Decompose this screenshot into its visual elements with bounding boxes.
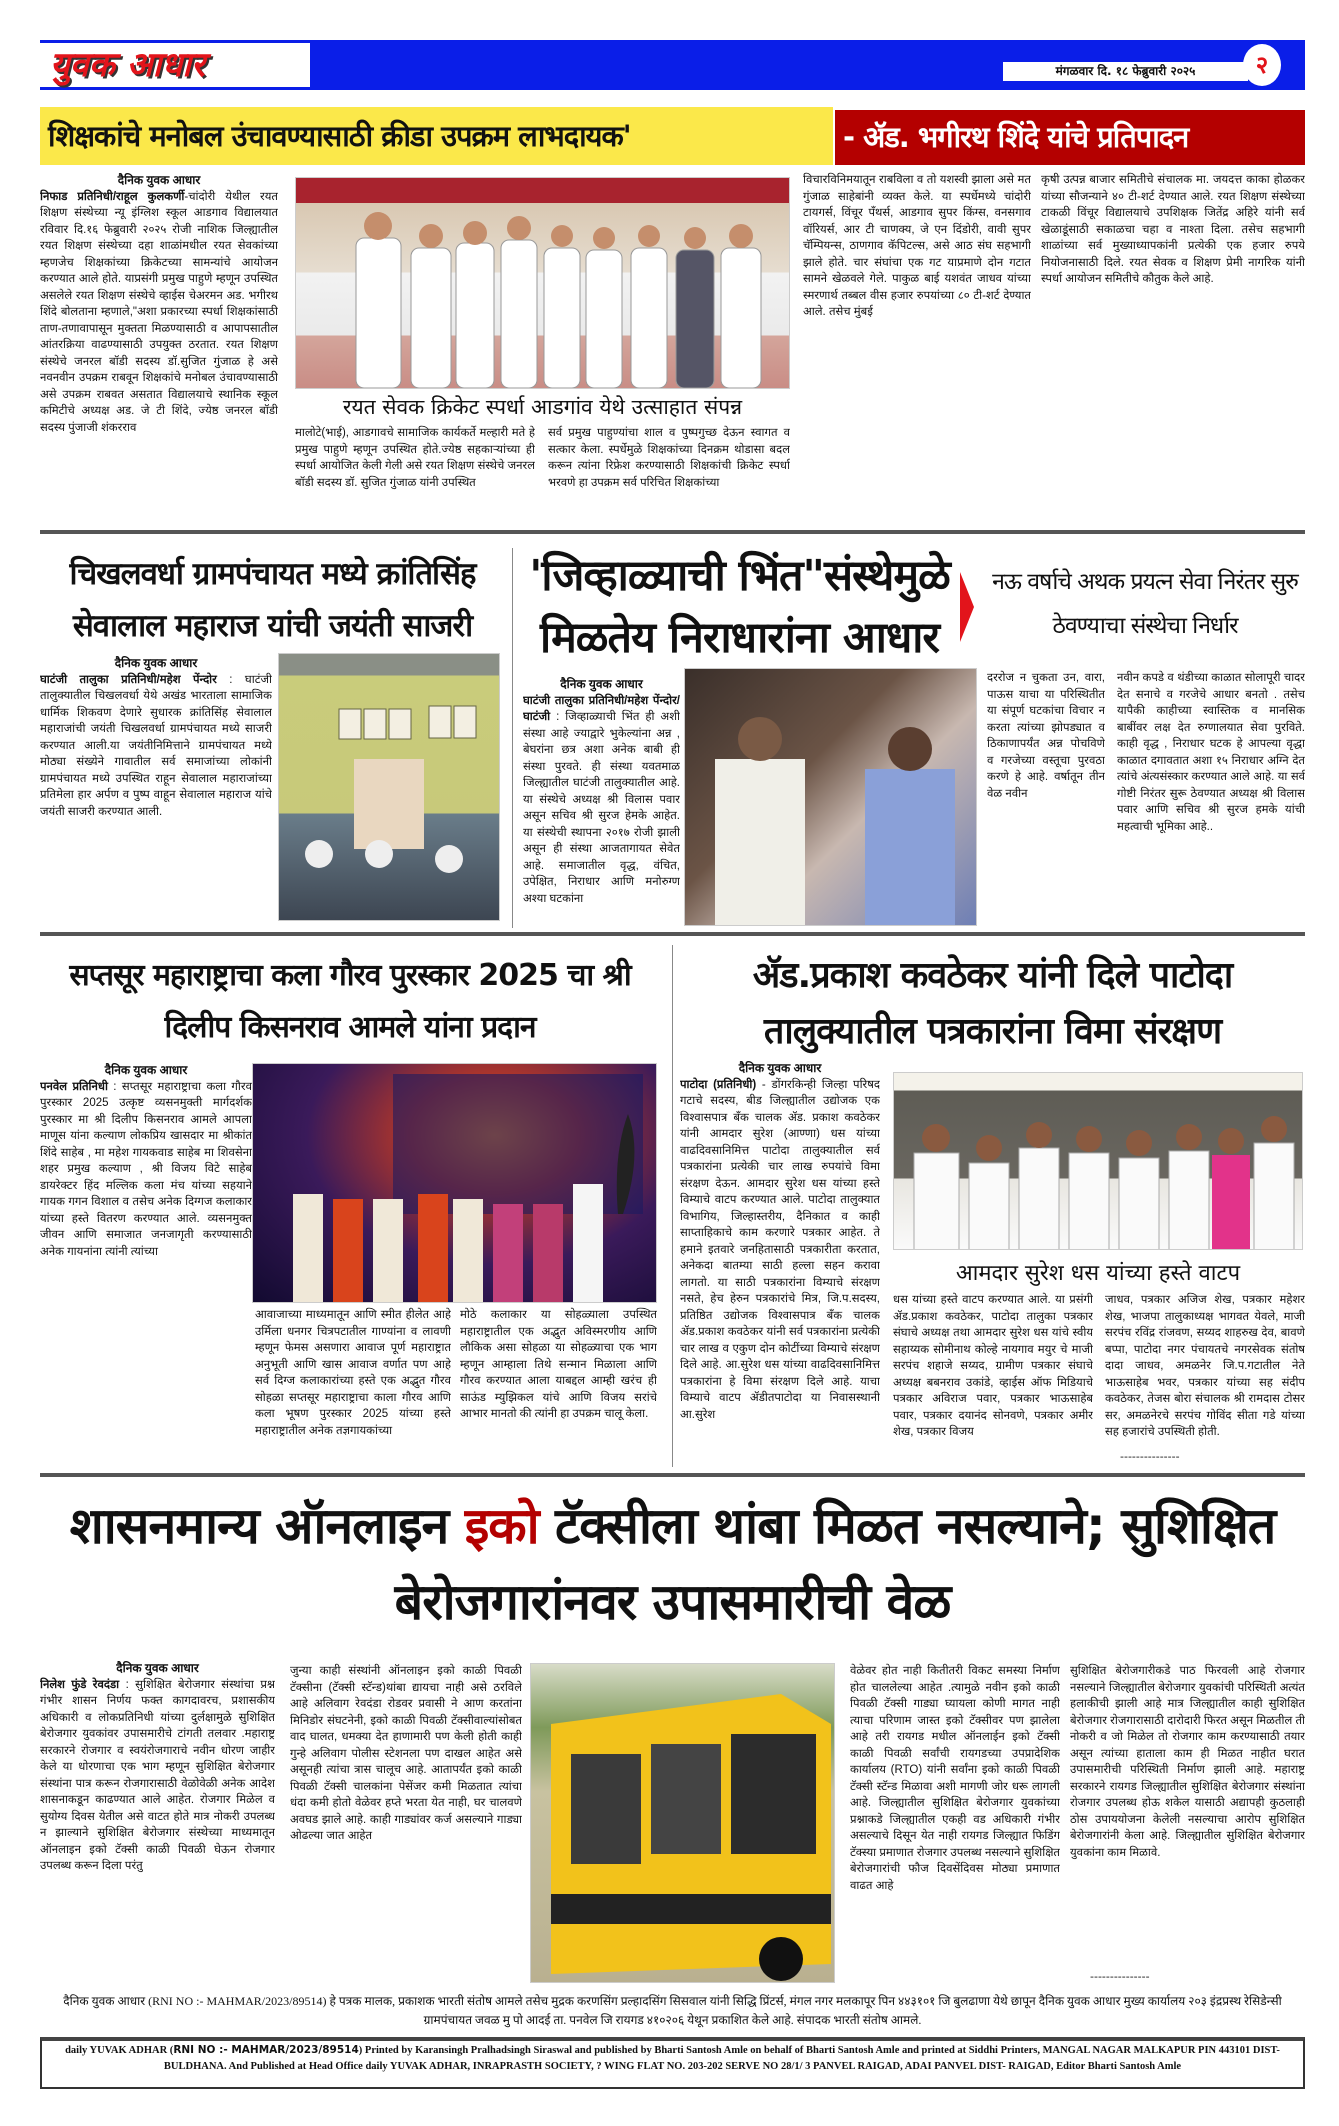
news-source: दैनिक युवक आधार (560, 677, 643, 691)
byline: घाटंजी तालुका प्रतिनिधी/महेश पेंन्दोर (40, 673, 217, 686)
story3-column-2: दररोज न चुकता उन, वारा, पाऊस याचा या परिस्थितीत या संपूर्ण घटकांचा विचार न करता त्यांच्या झोपड्यात व ठिकाणापर्यंत अन्न पोचविणे व गरजेच्या वस्तूचा पुरवठा करणे हे आहे. वर्षातून तीन वेळ नवीन (987, 672, 1105, 800)
page-number: २ (1243, 44, 1281, 86)
group-figures (894, 1073, 1303, 1250)
news-source: दैनिक युवक आधार (114, 656, 198, 670)
story4-column-1 (40, 1062, 252, 1467)
story6-end-mark: --------------- (1090, 1970, 1150, 1983)
cricket-team-photo (295, 177, 790, 389)
jayanti-event-photo (278, 653, 500, 921)
newspaper-logo: युवक आधार (40, 43, 310, 87)
story5-column-1 (680, 1060, 880, 1465)
byline: पाटोदा (प्रतिनिधी) (680, 1078, 757, 1091)
lead-headline-tail: - ॲड. भगीरथ शिंदे यांचे प्रतिपादन (835, 110, 1305, 165)
portraits (279, 654, 500, 921)
section-divider (40, 1473, 1305, 1477)
imprint-text: daily YUVAK ADHAR ( (65, 2045, 174, 2056)
story5-column-3: जाधव, पत्रकार अजिज शेख, पत्रकार महेशर शेख, भाजपा तालुकाध्यक्ष भागवत येवले, माजी सरपंच रविंद्र रांजवण, सय्यद शाहरुख देव, बावणे बप्पा, पाटोदा नगर पंचायतचे नगरसेवक संतोष दादा जाधव, अमळनेर जि.प.गटातील नेते भाऊसाहेब भवर, पत्रकार यांच्या सह संदीप कवठेकर, तेजस बोरा संचालक श्री रामदास टोसर सर, अमळनेरचे सरपंच गोविंद सीता गडे यांच्या सह हजारांचे उपस्थिती होती. (1105, 1294, 1305, 1438)
story6-column-3: वेळेवर होत नाही कितीतरी विकट समस्या निर्माण होत चाललेल्या आहेत .त्यामुळे नवीन इको काळी पिवळी टॅक्सी गाड्या घ्यायला कोणी मागत नाही त्याचा परिणाम जास्त इको टॅक्सीवर पण झालेला आहे तरी रायगड मधील ऑनलाईन इको टॅक्सी काळी पिवळी सर्वांची रायगडच्या उपप्रादेशिक कार्यालय (RTO) यांनी सर्वांना इको काळी पिवळी टॅक्सी स्टॅन्ड मिळावा अशी मागणी जोर धरू लागली आहे. जिल्ह्यातील सुशिक्षित बेरोजगार युवकांच्या प्रश्नाकडे जिल्ह्यातील एकही वड अधिकारी गंभीर असल्याचे दिसून येत नाही रायगड जिल्ह्यात फिडिंग टॅक्स्या प्रमाणात रोजगार उपलब्ध नसल्याने सुशिक्षित बेरोजगारांची फौज दिवसेंदिवस मोठ्या प्रमाणात वाढत आहे (850, 1665, 1060, 1892)
story5-photo-caption: आमदार सुरेश धस यांच्या हस्ते वाटप (955, 1261, 1241, 1286)
story4-column-2: आवाजाच्या माध्यमातून आणि स्मीत हीलेत आहे उर्मिला धनगर चित्रपटातील गाण्यांना व लावणी म्हणून फेमस असणारा आवाज पूर्ण महाराष्ट्रात अनुभूती आणि खास आवाज वर्णात पण आहे सर्व दिग्ज कलाकारांच्या हस्ते एक अद्भुत गौरव सोहळा सप्तसूर महाराष्ट्राचा काला गौरव आणि कला भूषण पुरस्कार 2025 यांच्या हस्ते महाराष्ट्रातील अनेक तज्ञगायकांच्या (255, 1309, 451, 1437)
body-text: : जिव्हाळ्याची भिंत ही अशी संस्था आहे ज्याद्वारे भुकेल्यांना अन्न , बेघरांना छत्र अशा अनेक बाबी ही संस्था पुरवते. ही संस्था यवतमाळ जिल्ह्यातील घाटंजी तालुक्यातील आहे. या संस्थेचे अध्यक्ष श्री विलास पवार असून सचिव श्री सुरज हेमके आहेत. या संस्थेची स्थापना २०१७ रोजी झाली असून ही संस्था आजतागायत सेवेत आहे. समाजातील वृद्ध, वंचित, उपेक्षित, निराधार आणि मनोरुग्ण अश्या घटकांना (523, 711, 680, 905)
story2-body (40, 655, 272, 927)
byline: पनवेल प्रतिनिधी (40, 1080, 108, 1093)
story3-headline: 'जिव्हाळ्याची भिंत"संस्थेमुळे मिळतेय निराधारांना आधार (529, 551, 950, 663)
body-text: : सुशिक्षित बेरोजगार संस्थांचा प्रश्न गंभीर शासन निर्णय फक्त कागदावरच, प्रशासकीय अधिकारी व लोकप्रतिनिधी यांच्या दुर्लक्षामुळे सुशिक्षित बेरोजगार युवकांवर उपासमारीचे टांगती तलवार .महाराष्ट्र सरकारने रोजगार व स्वयंरोजगाराचे नवीन धोरण जाहीर केले या धोरणाचा एक भाग म्हणून सुशिक्षित बेरोजगार संस्थांना पात्र करून रोजगारासाठी वेळोवेळी अनेक आदेश शासनाकडून काढण्यात आले आहेत. रोजगार मिळेल व सुयोग्य दिवस येतील असे वाटत होते मात्र नोकरी उपलब्ध न झाल्याने सुशिक्षित बेरोजगार संस्थेच्या माध्यमातून ऑनलाइन इको टॅक्सी काळी पिवळी घेऊन रोजगार उपलब्ध करून दिला परंतु (40, 1678, 275, 1872)
byline: निलेश फुंडे रेवदंडा (40, 1678, 120, 1691)
lead-photo-caption: रयत सेवक क्रिकेट स्पर्धा आडगांव येथे उत्साहात संपन्न (342, 395, 743, 419)
story3-subheadline: नऊ वर्षाचे अथक प्रयत्न सेवा निरंतर सुरु ठेवण्याचा संस्थेचा निर्धार (992, 569, 1298, 639)
players-silhouettes (296, 178, 790, 389)
eco-taxi-photo (530, 1663, 835, 1983)
red-arrow-icon (960, 572, 974, 642)
lead-column-3: सर्व प्रमुख पाहुण्यांचा शाल व पुष्पगुच्छ देऊन स्वागत व सत्कार केला. स्पर्धेमुळे शिक्षकांच्या दिनक्रम थोडासा बदल करून त्यांना रिफ्रेश करण्यासाठी शिक्षकांची क्रिकेट स्पर्धा भरवणे हा उपक्रम सर्व परिचित शिक्षकांच्या (548, 427, 790, 489)
news-source: दैनिक युवक आधार (104, 1063, 188, 1077)
story3-column-3: नवीन कपडे व थंडीच्या काळात सोलापूरी चादर देत सनाचे व गरजेचे आधार बनतो . तसेच यापैकी काहीच्या स्वास्तिक व मानसिक बाबींवर लक्ष देत रुग्णालयात सेवा पुरविते. काही वृद्ध , निराधार घटक हे आपल्या वृद्धा काळात दगावतात अशा १५ निराधार अग्नि देत त्यांचे अंत्यसंस्कार करण्यात आले आहे. या सर्व गोष्टी निरंतर सुरू ठेवण्यात अध्यक्ष श्री विलास पवार आणि सचिव श्री सुरज हमके यांची महत्वाची भूमिका आहे.. (1117, 672, 1305, 833)
story5-headline: ॲड.प्रकाश कवठेकर यांनी दिले पाटोदा तालुक्यातील पत्रकारांना विमा संरक्षण (752, 955, 1233, 1052)
column-divider (512, 548, 513, 928)
taxi-van (531, 1664, 835, 1983)
column-divider (672, 945, 673, 1467)
rni-number: RNI NO :- MAHMAR/2023/89514 (173, 2044, 359, 2056)
story4-headline: सप्तसूर महाराष्ट्राचा कला गौरव पुरस्कार 2025 चा श्री दिलीप किसनराव आमले यांना प्रदान (69, 958, 631, 1045)
imprint-text: ) Printed by Karansingh Pralhadsingh Siraswal and published by Bharti Santosh Amle on behalf of Bharti Santosh Amle and printed at Siddhi Printers, MANGAL NAGAR MALKAPUR PIN 443101 DIST- BULDHANA. And Published at Head Office daily YUVAK ADHAR, INRAPRASTH SOCIETY, ? WING FLAT NO. 203-202 SERVE NO 28/1/ 3 PANVEL RAIGAD, ADAI PANVEL DIST- RAIGAD, Editor Bharti Santosh Amle (163, 2045, 1280, 2072)
issue-date: मंगळवार दि. १८ फेब्रुवारी २०२५ (1003, 62, 1248, 81)
stage-figures (253, 1064, 657, 1303)
news-source: दैनिक युवक आधार (116, 1661, 199, 1675)
story2-headline: चिखलवर्धा ग्रामपंचायत मध्ये क्रांतिसिंह सेवालाल महाराज यांची जयंती साजरी (69, 556, 476, 644)
masthead (40, 40, 1305, 90)
lead-column-4: विचारविनिमयातून राबविला व तो यशस्वी झाला असे मत गुंजाळ साहेबांनी व्यक्त केले. या स्पर्धेमध्ये चांदोरी टायगर्स, विंचूर पँथर्स, आडगाव सुपर किंग्स, वनसगाव वॉरियर्स, आर टी चाणक्य, जे एन दिंडोरी, वावी सुपर चॅम्पियन्स, ठाणगाव कॅपिटल्स, असे आठ संघ सहभागी झाले होते. चार संघांचा एक गट याप्रमाणे दोन गटात सामने खेळवले गेले. पाकुळ बाई यशवंत जाधव यांच्या स्मरणार्थ तब्बल वीस हजार रुपयांच्या ८० टी-शर्ट देण्यात आले. तसेच मुंबई (803, 174, 1031, 318)
story5-column-2: धस यांच्या हस्ते वाटप करण्यात आले. या प्रसंगी ॲड.प्रकाश कवठेकर, पाटोदा तालुका पत्रकार संघाचे अध्यक्ष तथा आमदार सुरेश धस यांचे स्वीय सहाय्यक सोमीनाथ कोल्हे नायगाव मयुर चे माजी सरपंच शहाजे सय्यद, ग्रामीण पत्रकार संघाचे अध्यक्ष बबनराव उकांडे, व्हाईस ऑफ मिडियाचे पत्रकार अविराज पवार, पत्रकार भाऊसाहेब पवार, पत्रकार दयानंद सोनवणे, पत्रकार अमीर शेख, पत्रकार विजय (893, 1294, 1093, 1438)
story6-column-1 (40, 1660, 275, 1985)
headline-part: टॅक्सीला थांबा मिळत नसल्याने; सुशिक्षित बेरोजगारांनवर उपासमारीची वेळ (394, 1497, 1276, 1631)
news-source: दैनिक युवक आधार (117, 173, 201, 187)
story6-headline (40, 1488, 1305, 1640)
lead-column-2: मालोटे(भाई), आडगावचे सामाजिक कार्यकर्ते मल्हारी मते हे प्रमुख पाहुणे म्हणून उपस्थित होते.ज्येष्ठ सहकाऱ्यांच्या ही स्पर्धा आयोजित केली गेली असे रयत शिक्षण संस्थेचे जनरल बॉडी सदस्य डॉ. सुजित गुंजाळ यांनी उपस्थित (295, 427, 535, 489)
story4-column-3: मोठे कलाकार या सोहळ्याला उपस्थित महाराष्ट्रातील एक अद्भुत अविस्मरणीय आणि लौकिक असा सोहळा या सोहळ्याचा एक भाग म्हणून आम्हाला तिथे सन्मान मिळाला आणि गौरव करण्यात आला याबद्दल आम्ही खरंच ही साऊंड म्युझिकल यांचे आणि विजय सरांचे आभार मानतो की त्यांनी हा उपक्रम चालू केला. (460, 1309, 657, 1420)
imprint-english (40, 2037, 1305, 2089)
award-ceremony-photo (252, 1063, 657, 1303)
byline: घाटंजी तालुका प्रतिनिधी/महेश पेंन्दोर/घाटंजी (523, 694, 680, 723)
lead-column-1 (40, 172, 278, 527)
people-figures (685, 669, 977, 926)
story5-end-mark: --------------- (1120, 1450, 1180, 1463)
body-text: : घाटंजी तालुक्यातील चिखलवर्धा येथे अखंड भारताला सामाजिक धार्मिक शिकवण देणारे सुधारक क्रांतिसिंह सेवालाल महाराजांची जयंती चिखलवर्धा ग्रामपंचायत मध्ये साजरी करण्यात आली.या जयंतीनिमित्ताने ग्रामपंचायत मध्ये मोठ्या संख्येने गावातील सर्व समाजांच्या लोकांनी ग्रामपंचायत मध्ये उपस्थित राहून सेवालाल महाराजांच्या प्रतिमेला हार अर्पण व पुष्प वाहून सेवालाल महाराज यांचे जयंती साजरी करण्यात आली. (40, 673, 272, 818)
headline-highlight: इको (464, 1497, 539, 1555)
byline: निफाड प्रतिनिधी/राहूल कुलकर्णी (40, 190, 185, 203)
food-distribution-photo (684, 668, 977, 926)
section-divider (40, 932, 1305, 936)
body-text: - डोंगरकिन्ही जिल्हा परिषद गटाचे सदस्य, बीड जिल्ह्यातील उद्योजक एक विश्वासपात्र बँक चालक ॲड. प्रकाश कवठेकर यांनी आमदार सुरेश (आण्णा) धस यांच्या वाढदिवसानिमित्त पाटोदा तालुक्यातील सर्व पत्रकारांना प्रत्येकी चार लाख रुपयांचे विमा संरक्षण देऊन. आमदार सुरेश धस यांच्या हस्ते विम्याचे वाटप करण्यात आले. पाटोदा तालुक्यात विभागिय, जिल्हास्तरीय, दैनिकात व काही साप्ताहिकाचे काम करणारे पत्रकार आहेत. ते हमाने इतवारे जनहितासाठी पत्रकारीता करतात, अनेकदा बातम्या साठी हल्ला सहन करावा लागतो. या साठी पत्रकारांना विम्याचे संरक्षण नसते, हेच हेरुन पत्रकारांचे मित्र, जि.प.सदस्य, प्रतिष्ठित उद्योजक विश्वासपात्र बँक चालक ॲड.प्रकाश कवठेकर यांनी सर्व पत्रकारांना प्रत्येकी चार लाख व एकुण दोन कोटींच्या विम्याचे संरक्षण दिले आहे. आ.सुरेश धस यांच्या वाढदिवसानिमित्त पत्रकारांना हे विमा संरक्षण दिले आहे. याचा विम्याचे वाटप ॲडीतपाटोदा या निवासस्थानी आ.सुरेश (680, 1078, 880, 1421)
news-source: दैनिक युवक आधार (738, 1061, 822, 1075)
story3-column-1 (523, 676, 680, 928)
body-text: -चांदोरी येथील रयत शिक्षण संस्थेच्या न्यू इंग्लिश स्कूल आडगाव विद्यालयात रविवार दि.१६ फेब्रुवारी २०२५ रोजी नाशिक जिल्ह्यातील रयत शिक्षण संस्थेच्या दहा शाळांमधील रयत सेवकांच्या म्हणजेच शिक्षकांच्या क्रिकेटच्या सामन्यांचे आयोजन करण्यात आले होते. याप्रसंगी प्रमुख पाहुणे म्हणून उपस्थित असलेले रयत शिक्षण संस्थेचे व्हाईस चेअरमन अड. भगीरथ शिंदे बोलताना म्हणाले,"अशा प्रकारच्या स्पर्धा शिक्षकांसाठी ताण-तणावापासून मुक्तता मिळण्यासाठी व आपापसातील आंतरक्रिया वाढण्यासाठी उपयुक्त ठरतात. रयत शिक्षण संस्थेचे जनरल बॉडी सदस्य डॉ.सुजित गुंजाळ हे असे नवनवीन उपक्रम राबवून शिक्षकांचे मनोबल उंचावण्यासाठी असे उपक्रम राबवत असतात विद्यालयाचे स्थानिक स्कूल कमिटीचे अध्यक्ष अड. जे टी शिंदे, ज्येष्ठ जनरल बॉडी सदस्य पुंजाजी शंकरराव (40, 190, 278, 434)
body-text: : सप्तसूर महाराष्ट्राचा कला गौरव पुरस्कार 2025 उत्कृष्ट व्यसनमुक्ती मार्गदर्शक पुरस्कार मा श्री दिलीप किसनराव आमले आपला माणूस यांना कल्याण लोकप्रिय खासदार मा श्रीकांत शिंदे साहेब , मा महेश गायकवाड साहेब मा शिवसेना शहर प्रमुख कल्याण , श्री विजय विटे साहेब डायरेक्टर हिंद मल्लिक कला मंच यांच्या सहयाने गायक गगन विशाल व तसेच अनेक दिग्गज कलाकार यांच्या हस्ते वितरण करण्यात आले. व्यसनमुक्त जीवन आणि समाजात जनजागृती करण्यासाठी अनेक गायनांना त्यांनी त्यांच्या (40, 1080, 252, 1258)
story6-column-4: सुशिक्षित बेरोजगारीकडे पाठ फिरवली आहे रोजगार नसल्याने जिल्ह्यातील बेरोजगार युवकांची परिस्थिती अत्यंत हलाकीची झाली आहे मात्र जिल्ह्यातील काही सुशिक्षित बेरोजगार रोजगारासाठी दारोदारी फिरत असून मिळतील ती नोकरी व जो मिळेल तो रोजगार काम करण्यासाठी तयार असून त्यांच्या हाताला काम ही मिळत नाहीत घरात उपासमारीची परिस्थिती निर्माण झाली आहे. महाराष्ट्र सरकारने रायगड जिल्ह्यातील सुशिक्षित बेरोजगार संस्थांना रोजगार उपलब्ध होऊ शकेल यासाठी अद्यापही कुठलाही ठोस उपाययोजना केलेली नसल्याचा आरोप सुशिक्षित बेरोजगारांनी केला आहे. जिल्ह्यातील सुशिक्षित बेरोजगार युवकांना काम मिळावे. (1070, 1665, 1305, 1859)
story6-column-2: जुन्या काही संस्थांनी ऑनलाइन इको काळी पिवळी टॅक्सीना (टॅक्सी स्टॅन्ड)थांबा द्यायचा नाही असे ठरविले आहे अलिवाग रेवदंडा रोडवर प्रवासी ने आण करतांना मिनिडोर संघटनेनी, इको काळी पिवळी टॅक्सीवाल्यांसोबत वाद घालत, धमक्या देत हाणामारी पण केली होती काही गुन्हे अलिवाग पोलीस स्टेशनला पण दाखल आहेत असे असूनही त्यांचा त्रास चालूच आहे. आतापर्यंत इको काळी पिवळी टॅक्सी चालकांना पेसेंजर कमी मिळतात त्यांचा धंदा कमी होतो वेळेवर हप्ते भरता येत नाही, घर चालवणे अवघड झाले आहे. काही गाड्यांवर कर्ज असल्याने गाड्या ओढल्या जात आहेत (290, 1665, 522, 1842)
lead-headline: शिक्षकांचे मनोबल उंचावण्यासाठी क्रीडा उपक्रम लाभदायक' (40, 107, 833, 165)
section-divider (40, 530, 1305, 534)
insurance-distribution-photo (893, 1072, 1303, 1250)
headline-part: शासनमान्य ऑनलाइन (69, 1497, 449, 1555)
imprint-marathi: दैनिक युवक आधार (RNI NO :- MAHMAR/2023/89514) हे पत्रक मालक, प्रकाशक भारती संतोष आमले तसेच मुद्रक करणसिंग प्रल्हादसिंग सिसवाल यांनी सिद्धि प्रिंटर्स, मंगल नगर मलकापूर पिन ४४३१०१ जि बुलढाणा येथे छापून दैनिक युवक आधार मुख्य कार्यालय २०३ इंद्रप्रस्थ रेसिडेन्सी ग्रामपंचायत जवळ मु पो आदई ता. पनवेल जि रायगड ४१०२०६ येथून प्रकाशित केले आहे. संपादक भारती संतोष आमले. (63, 1994, 1282, 2027)
lead-column-5: कृषी उत्पन्न बाजार समितीचे संचालक मा. जयदत्त काका होळकर यांच्या सौजन्याने ४० टी-शर्ट देण्यात आले. रयत शिक्षण संस्थेच्या टाकळी विंचूर विद्यालयाचे उपशिक्षक जितेंद्र अहिरे यांनी सर्व खेळाडूंसाठी सकाळचा चहा व नाश्ता दिला. तसेच सहभागी शाळांच्या सर्व मुख्याध्यापकांनी प्रत्येकी एक हजार रुपये नियोजनासाठी दिले. रयत सेवक व शिक्षण प्रेमी नागरिक यांनी स्पर्धा आयोजन समितीचे कौतुक केले आहे. (1041, 174, 1305, 285)
